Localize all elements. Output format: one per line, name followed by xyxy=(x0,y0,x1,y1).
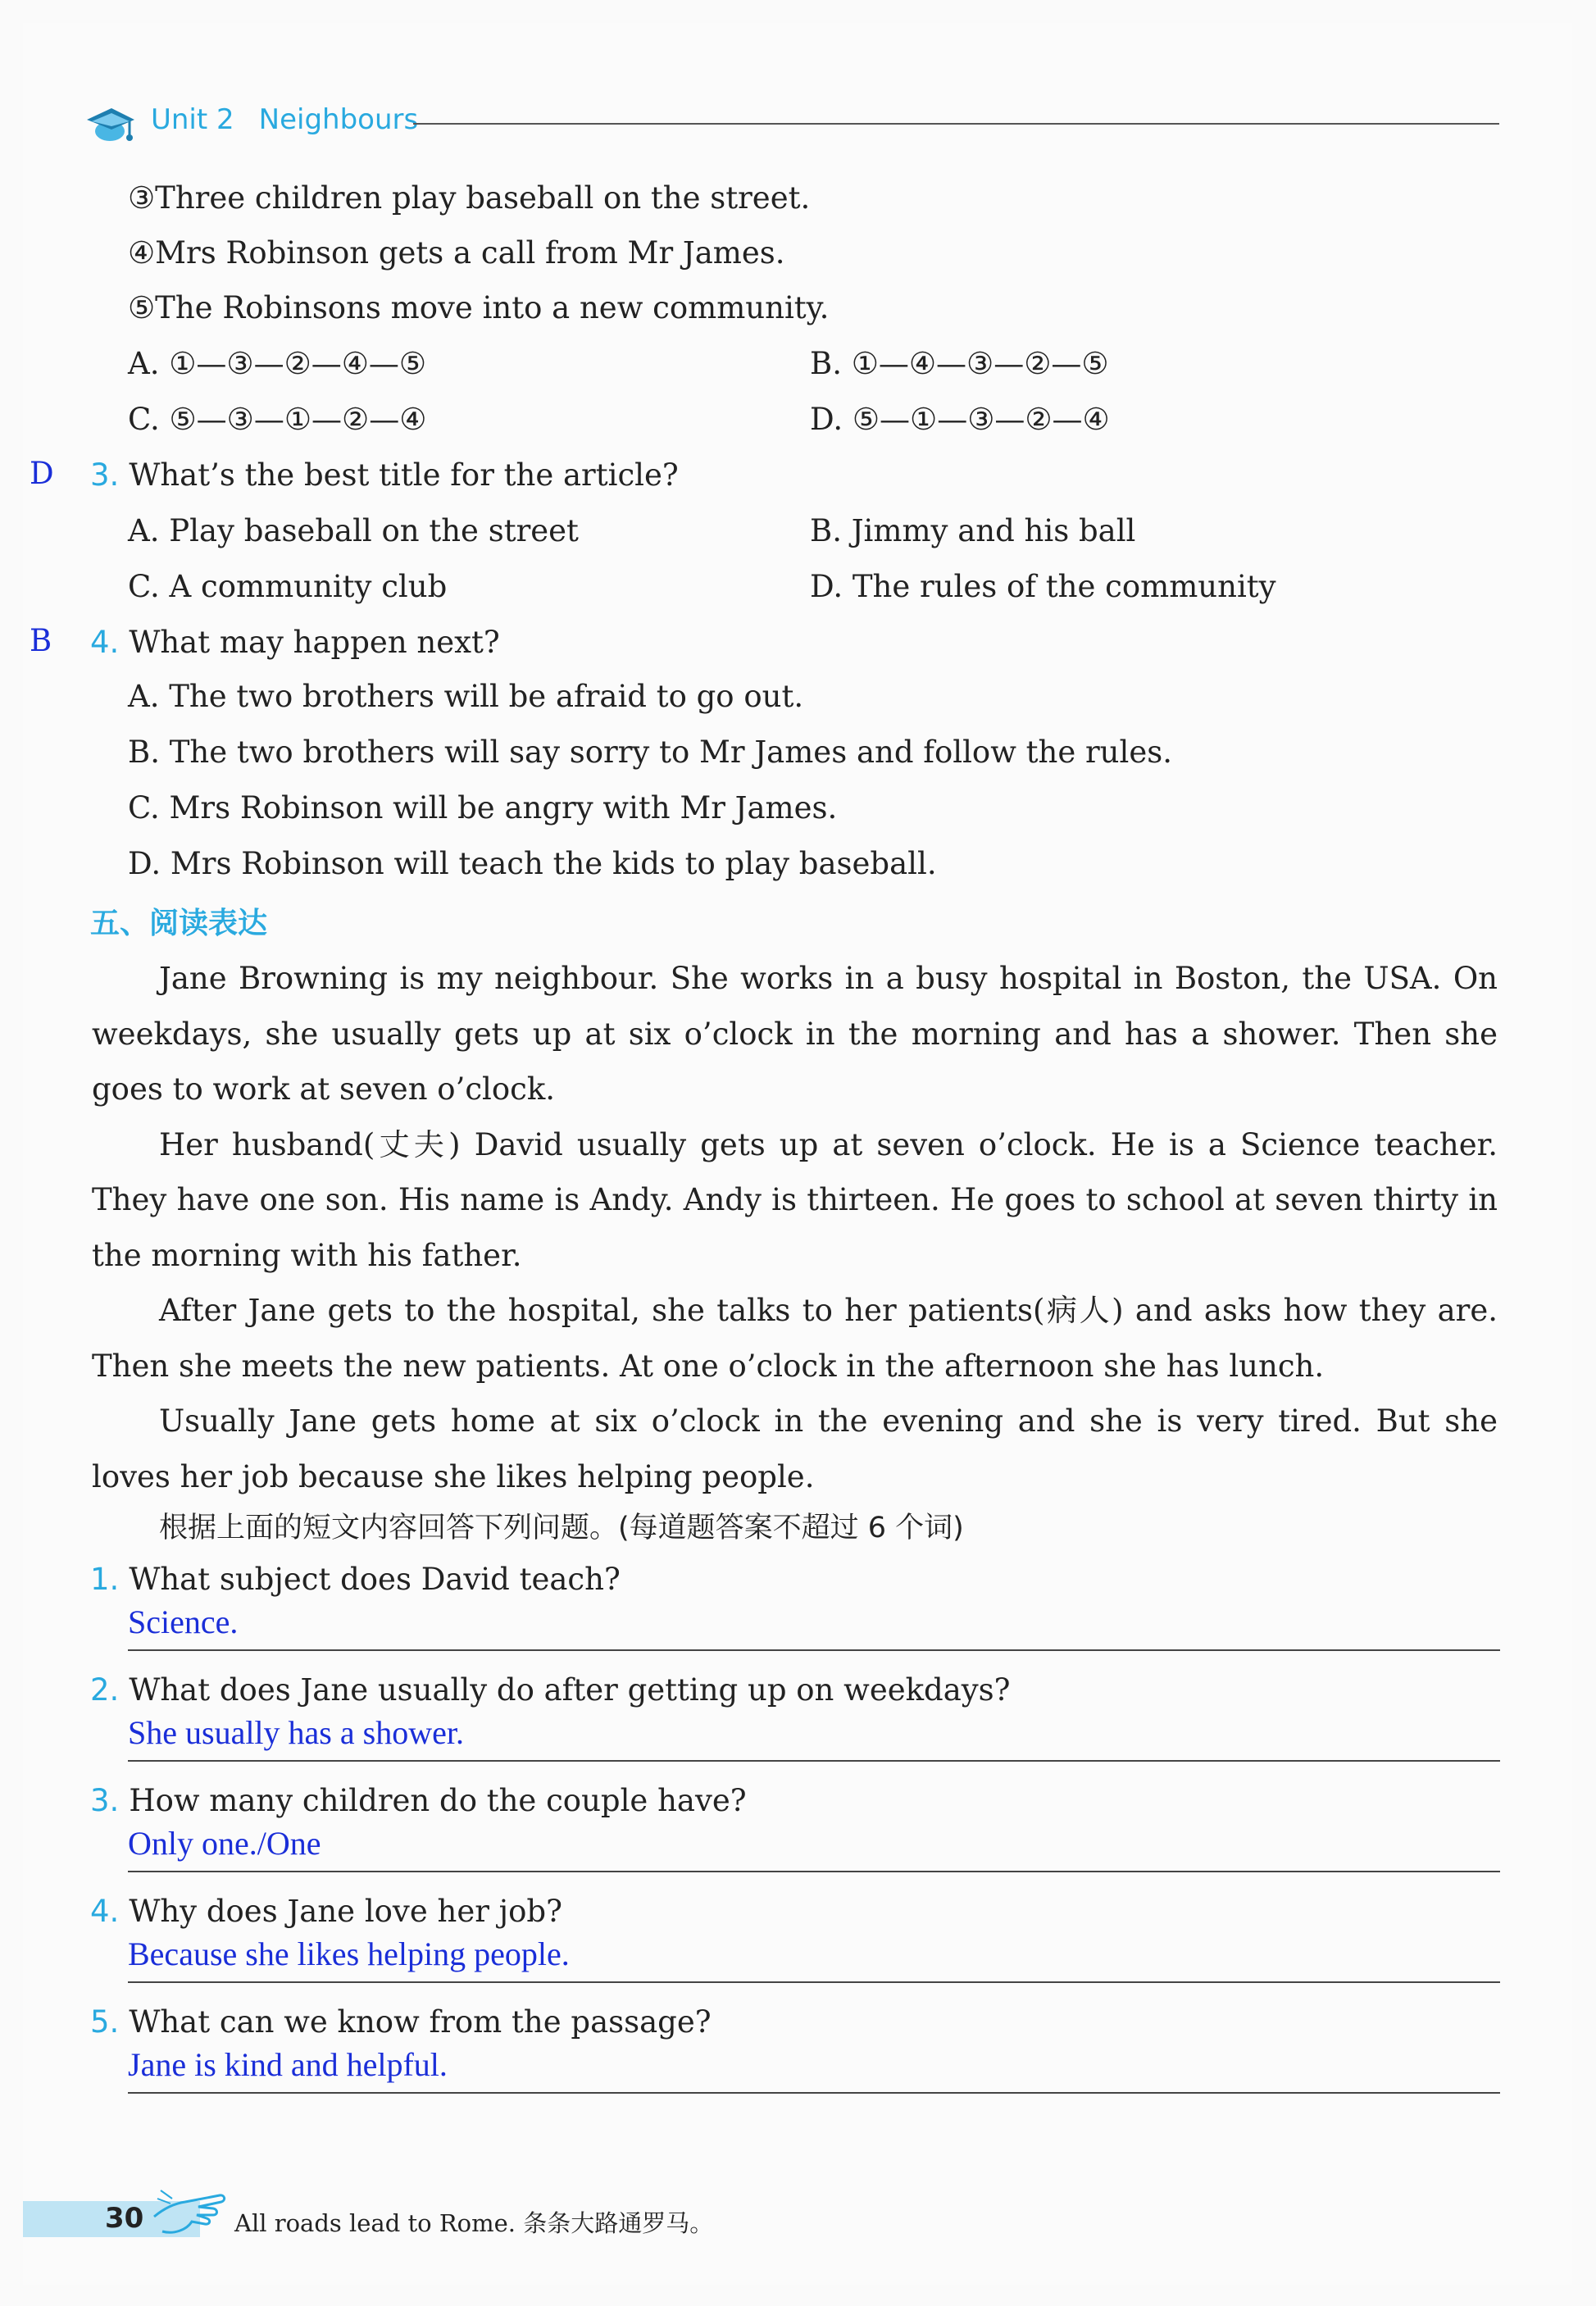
qa-answer: She usually has a shower. xyxy=(128,1714,464,1751)
answer-line xyxy=(128,1649,1500,1651)
q4-option-a: A. The two brothers will be afraid to go out. xyxy=(128,679,804,714)
page-number: 30 xyxy=(105,2202,144,2235)
qa-item-2 xyxy=(90,1670,1500,1768)
answer-line xyxy=(128,1760,1500,1762)
q3-option-c: C. A community club xyxy=(128,569,448,604)
answer-line xyxy=(128,2092,1500,2094)
q4-option-b: B. The two brothers will say sorry to Mr James and follow the rules. xyxy=(128,735,1172,770)
q3-option-a: A. Play baseball on the street xyxy=(128,513,579,548)
qa-question: What does Jane usually do after getting up on weekdays? xyxy=(129,1672,1011,1708)
reading-passage xyxy=(92,951,1498,1504)
q4-text: What may happen next? xyxy=(129,625,500,660)
answer-line xyxy=(128,1871,1500,1872)
q2-item-5: ⑤The Robinsons move into a new community. xyxy=(128,290,830,325)
q3-option-d: D. The rules of the community xyxy=(810,569,1276,604)
q4-number: 4. xyxy=(90,625,120,660)
qa-answer: Only one./One xyxy=(128,1825,321,1862)
qa-question: How many children do the couple have? xyxy=(129,1783,747,1818)
unit-header xyxy=(85,98,1495,148)
q4-question xyxy=(90,623,500,662)
qa-item-5 xyxy=(90,2002,1500,2100)
q2-option-b: B. ①—④—③—②—⑤ xyxy=(810,346,1109,381)
q2-option-c: C. ⑤—③—①—②—④ xyxy=(128,402,427,437)
qa-item-4 xyxy=(90,1891,1500,1990)
qa-question: What can we know from the passage? xyxy=(129,2004,712,2040)
passage-paragraph-4: Usually Jane gets home at six o’clock in the evening and she is very tired. But she loves her job because she likes helping people. xyxy=(92,1403,1498,1494)
q4-answer: B xyxy=(30,623,52,658)
q3-question xyxy=(90,456,679,495)
qa-number: 2. xyxy=(90,1672,120,1708)
q3-option-b: B. Jimmy and his ball xyxy=(810,513,1136,548)
q3-number: 3. xyxy=(90,457,120,493)
instruction: 根据上面的短文内容回答下列问题。(每道题答案不超过 6 个词) xyxy=(159,1512,964,1544)
unit-name: Neighbours xyxy=(258,103,419,136)
unit-title xyxy=(151,103,443,136)
section-title: 五、阅读表达 xyxy=(90,907,268,940)
qa-question: What subject does David teach? xyxy=(129,1562,621,1597)
q4-option-c: C. Mrs Robinson will be angry with Mr James. xyxy=(128,790,838,826)
graduation-cap-icon xyxy=(85,103,136,146)
q2-item-3: ③Three children play baseball on the street. xyxy=(128,180,811,216)
qa-question: Why does Jane love her job? xyxy=(129,1894,562,1929)
qa-answer: Science. xyxy=(128,1603,239,1640)
q4-option-d: D. Mrs Robinson will teach the kids to play baseball. xyxy=(128,846,937,881)
q3-answer: D xyxy=(30,456,54,491)
footer-motto: All roads lead to Rome. 条条大路通罗马。 xyxy=(234,2209,714,2237)
answer-line xyxy=(128,1981,1500,1983)
qa-item-1 xyxy=(90,1559,1500,1658)
qa-item-3 xyxy=(90,1781,1500,1879)
qa-number: 1. xyxy=(90,1562,120,1597)
q2-item-4: ④Mrs Robinson gets a call from Mr James. xyxy=(128,235,785,271)
qa-number: 5. xyxy=(90,2004,120,2040)
qa-number: 3. xyxy=(90,1783,120,1818)
header-rule xyxy=(413,123,1499,125)
passage-paragraph-3: After Jane gets to the hospital, she talks to her patients(病人) and asks how they are. Then she meets the new patients. At one o’clock in the afternoon she has lunch. xyxy=(92,1293,1498,1384)
q2-option-a: A. ①—③—②—④—⑤ xyxy=(128,346,427,381)
passage-paragraph-2: Her husband(丈夫) David usually gets up at seven o’clock. He is a Science teacher. They have one son. His name is Andy. Andy is thirteen. He goes to school at seven thirty in the morning with his father. xyxy=(92,1126,1498,1273)
unit-number: Unit 2 xyxy=(151,103,234,136)
passage-paragraph-1: Jane Browning is my neighbour. She works in a busy hospital in Boston, the USA. On weekdays, she usually gets up at six o’clock in the morning and has a shower. Then she goes to work at seven o’clock. xyxy=(92,961,1498,1107)
qa-answer: Because she likes helping people. xyxy=(128,1935,570,1972)
pointing-hand-icon xyxy=(149,2184,228,2243)
q2-option-d: D. ⑤—①—③—②—④ xyxy=(810,402,1110,437)
qa-number: 4. xyxy=(90,1894,120,1929)
qa-answer: Jane is kind and helpful. xyxy=(128,2046,448,2083)
q3-text: What’s the best title for the article? xyxy=(129,457,679,493)
